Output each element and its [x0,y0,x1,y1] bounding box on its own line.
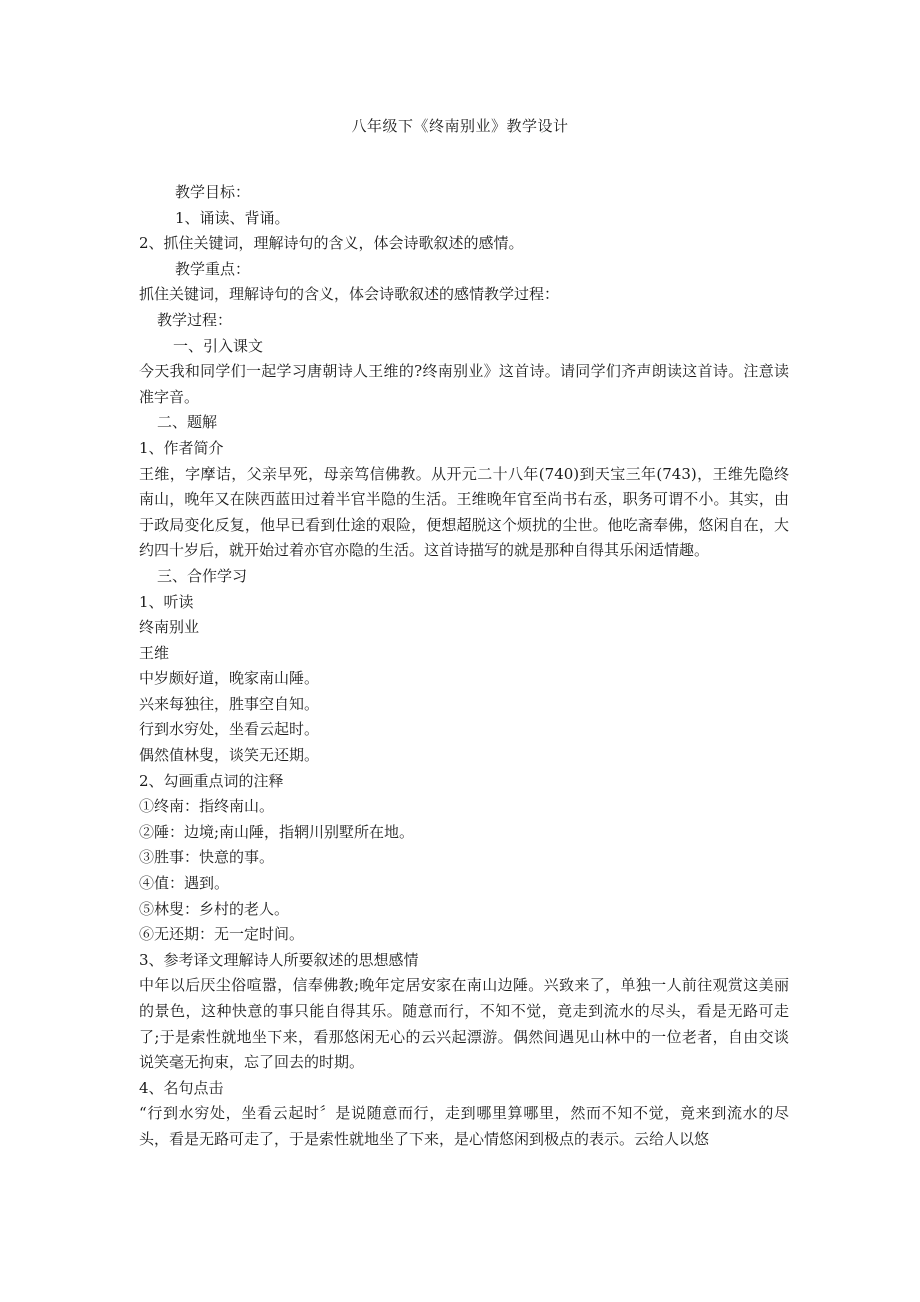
poem-author: 王维 [139,643,170,662]
subheading: 2、勾画重点词的注释 [139,771,284,790]
objective-item: 2、抓住关键词，理解诗句的含义，体会诗歌叙述的感情。 [139,234,524,253]
section-heading: 一、引入课文 [173,336,264,355]
subheading: 4、名句点击 [139,1078,224,1097]
subheading: 1、听读 [139,592,194,611]
annotation-item: ⑤林叟：乡村的老人。 [139,899,290,918]
document-body [139,180,789,1153]
heading-process: 教学过程： [157,310,233,329]
key-points-text: 抓住关键词，理解诗句的含义，体会诗歌叙述的感情教学过程： [139,285,560,304]
annotation-item: ⑥无还期：无一定时间。 [139,925,305,944]
objective-item: 1、诵读、背诵。 [175,208,290,227]
paragraph: 中年以后厌尘俗喧嚣，信奉佛教;晚年定居安家在南山边陲。兴致来了，单独一人前往观赏这美丽的景色，这种快意的事只能自得其乐。随意而行，不知不觉，竟走到流水的尽头，看是无路可走了;于是索性就地坐下来，看那悠闲无心的云兴起漂游。偶然间遇见山林中的一位老者，自由交谈说笑毫无拘束，忘了回去的时期。 [139,976,789,1072]
section-heading: 二、题解 [157,413,218,432]
section-heading: 三、合作学习 [157,566,248,585]
poem-line: 偶然值林叟，谈笑无还期。 [139,746,320,765]
heading-objectives: 教学目标： [175,183,251,201]
poem-line: 行到水穷处，坐看云起时。 [139,720,320,739]
document-title: 八年级下《终南别业》教学设计 [351,117,569,135]
poem-line: 兴来每独往，胜事空自知。 [139,694,320,713]
paragraph: “行到水穷处，坐看云起时〞是说随意而行，走到哪里算哪里，然而不知不觉，竟来到流水的尽头，看是无路可走了，于是索性就地坐了下来，是心情悠闲到极点的表示。云给人以悠 [139,1104,789,1148]
paragraph: 王维，字摩诘，父亲早死，母亲笃信佛教。从开元二十八年(740)到天宝三年(743)，王维先隐终南山，晚年又在陕西蓝田过着半官半隐的生活。王维晚年官至尚书右丞，职务可谓不小。其实，由于政局变化反复，他早已看到仕途的艰险，便想超脱这个烦扰的尘世。他吃斋奉佛，悠闲自在，大约四十岁后，就开始过着亦官亦隐的生活。这首诗描写的就是那种自得其乐闲适情趣。 [139,464,789,560]
poem-line: 中岁颇好道，晚家南山陲。 [139,669,320,688]
subheading: 3、参考译文理解诗人所要叙述的思想感情 [139,950,419,969]
annotation-item: ②陲：边境;南山陲，指辋川别墅所在地。 [139,822,415,841]
heading-key-points: 教学重点： [175,259,251,278]
annotation-item: ①终南：指终南山。 [139,797,275,816]
annotation-item: ③胜事：快意的事。 [139,848,275,867]
poem-title: 终南别业 [139,618,200,637]
subheading: 1、作者简介 [139,438,224,457]
annotation-item: ④值：遇到。 [139,874,230,893]
paragraph: 今天我和同学们一起学习唐朝诗人王维的?终南别业》这首诗。请同学们齐声朗读这首诗。注意读准字音。 [139,362,789,406]
